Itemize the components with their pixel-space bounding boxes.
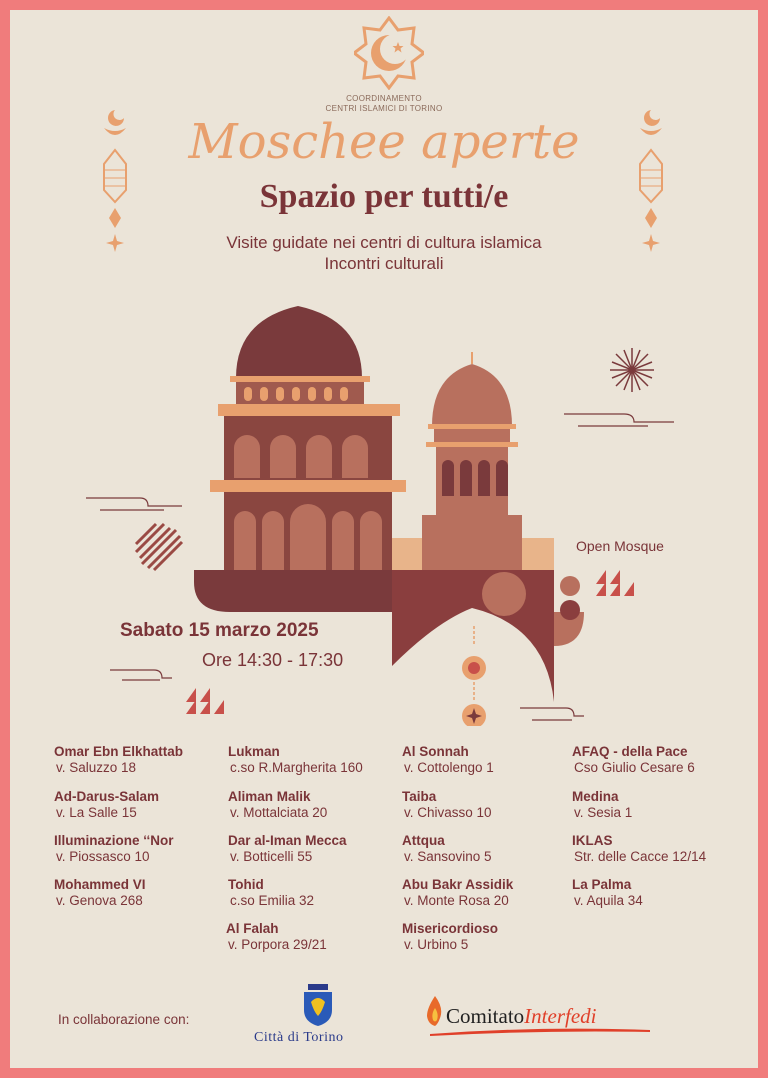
list-item: Mohammed VI v. Genova 268 [54,877,146,908]
list-item: Illuminazione ‘‘Nor v. Piossasco 10 [54,833,174,864]
list-item: Abu Bakr Assidik v. Monte Rosa 20 [402,877,514,908]
list-item: Al Sonnah v. Cottolengo 1 [402,744,494,775]
list-item: Ad-Darus-Salam v. La Salle 15 [54,789,160,820]
list-item: Lukman c.so R.Margherita 160 [228,744,363,775]
mosque-illustration [70,266,710,726]
event-time: Ore 14:30 - 17:30 [202,650,344,670]
page-subtitle: Spazio per tutti/e [259,178,509,215]
list-item: Medina v. Sesia 1 [572,789,633,820]
list-item: Al Falah v. Porpora 29/21 [226,921,327,952]
list-item: Omar Ebn Elkhattab v. Saluzzo 18 [54,744,184,775]
citta-di-torino-logo: Città di Torino [254,1030,344,1045]
poster [10,10,758,1068]
coat-of-arms-icon [300,982,336,1028]
description: Visite guidate nei centri di cultura islamica Incontri culturali [226,233,542,273]
list-item: AFAQ - della Pace Cso Giulio Cesare 6 [572,744,695,775]
list-item: Misericordioso v. Urbino 5 [402,921,499,952]
comitato-interfedi-logo: ComitatoInterfedi [446,1004,597,1028]
list-item: Tohid c.so Emilia 32 [228,877,315,908]
collaboration-label: In collaborazione con: [58,1012,190,1027]
list-item: Dar al-Iman Mecca v. Botticelli 55 [228,833,347,864]
list-item: La Palma v. Aquila 34 [572,877,643,908]
logo-underline [430,1028,650,1036]
crescent-star-logo-icon [354,16,424,90]
event-date: Sabato 15 marzo 2025 [120,620,319,641]
sunburst-icon [610,348,654,392]
list-item: Aliman Malik v. Mottalciata 20 [228,789,328,820]
flame-icon [424,994,446,1028]
striped-circle-icon [136,524,184,572]
list-item: IKLAS Str. delle Cacce 12/14 [572,833,707,864]
list-item: Attqua v. Sansovino 5 [402,833,492,864]
page-title: Moschee aperte [188,114,580,170]
logo-caption: COORDINAMENTO CENTRI ISLAMICI DI TORINO [325,94,443,113]
open-mosque-label: Open Mosque [576,538,664,554]
list-item: Taiba v. Chivasso 10 [402,789,492,820]
